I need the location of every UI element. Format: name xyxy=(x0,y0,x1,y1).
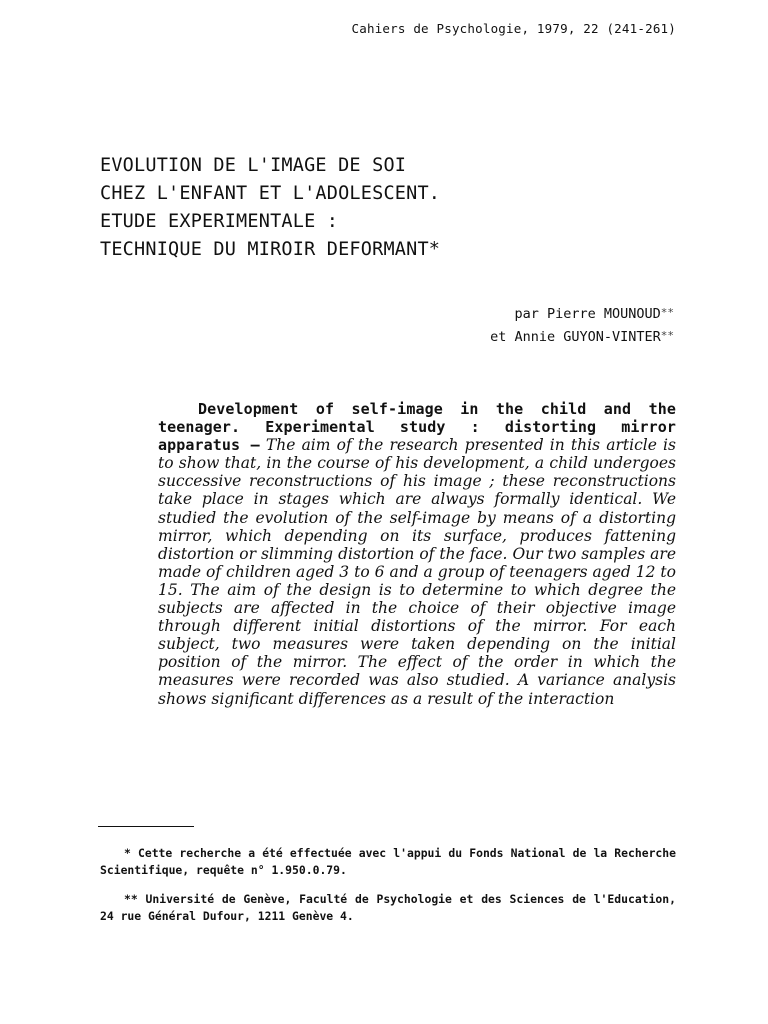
abstract-body: The aim of the research presented in this article is to show that, in the course of his development, a child undergoes successive reconstructions of his image ; these reconstructions take place in stages which are always formally identical. We studied the evolution of the self-image by means of a distorting mirror, which depending on its surface, produces fattening distortion or slimming distortion of the face. Our two samples are made of children aged 3 to 6 and a group of teenagers aged 12 to 15. The aim of the design is to determine to which degree the subjects are affected in the choice of their objective image through different initial distortions of the mirror. For each subject, two measures were taken depending on the initial position of the mirror. The effect of the order in which the measures were recorded was also studied. A variance analysis shows significant differences as a result of the interaction xyxy=(158,436,676,708)
author-footnote-mark: ** xyxy=(660,329,674,342)
title-line-4: TECHNIQUE DU MIROIR DEFORMANT* xyxy=(100,239,441,260)
journal-citation: Cahiers de Psychologie, 1979, 22 (241-261) xyxy=(351,21,676,36)
footnote-2 xyxy=(100,891,676,925)
footnote-1 xyxy=(100,845,676,879)
title-line-1: EVOLUTION DE L'IMAGE DE SOI xyxy=(100,155,407,176)
author-line-1 xyxy=(490,302,674,325)
footnote-text: ** Université de Genève, Faculté de Psychologie et des Sciences de l'Education, 24 rue Général Dufour, 1211 Genève 4. xyxy=(100,892,676,923)
footnote-separator xyxy=(98,826,194,827)
author-line-2 xyxy=(490,325,674,348)
author-name: et Annie GUYON-VINTER xyxy=(490,329,661,345)
title-line-2: CHEZ L'ENFANT ET L'ADOLESCENT. xyxy=(100,183,441,204)
author-name: par Pierre MOUNOUD xyxy=(514,306,661,322)
footnotes xyxy=(100,845,676,937)
author-block xyxy=(490,302,674,348)
footnote-text: * Cette recherche a été effectuée avec l'appui du Fonds National de la Recherche Scientifique, requête n° 1.950.0.79. xyxy=(100,846,676,877)
article-title xyxy=(100,152,440,264)
abstract-lead: Development of self-image in the child and the teenager. Experimental study : distorting mirror apparatus — xyxy=(158,400,676,455)
author-footnote-mark: ** xyxy=(660,306,674,319)
title-line-3: ETUDE EXPERIMENTALE : xyxy=(100,211,339,232)
english-abstract xyxy=(158,400,676,708)
